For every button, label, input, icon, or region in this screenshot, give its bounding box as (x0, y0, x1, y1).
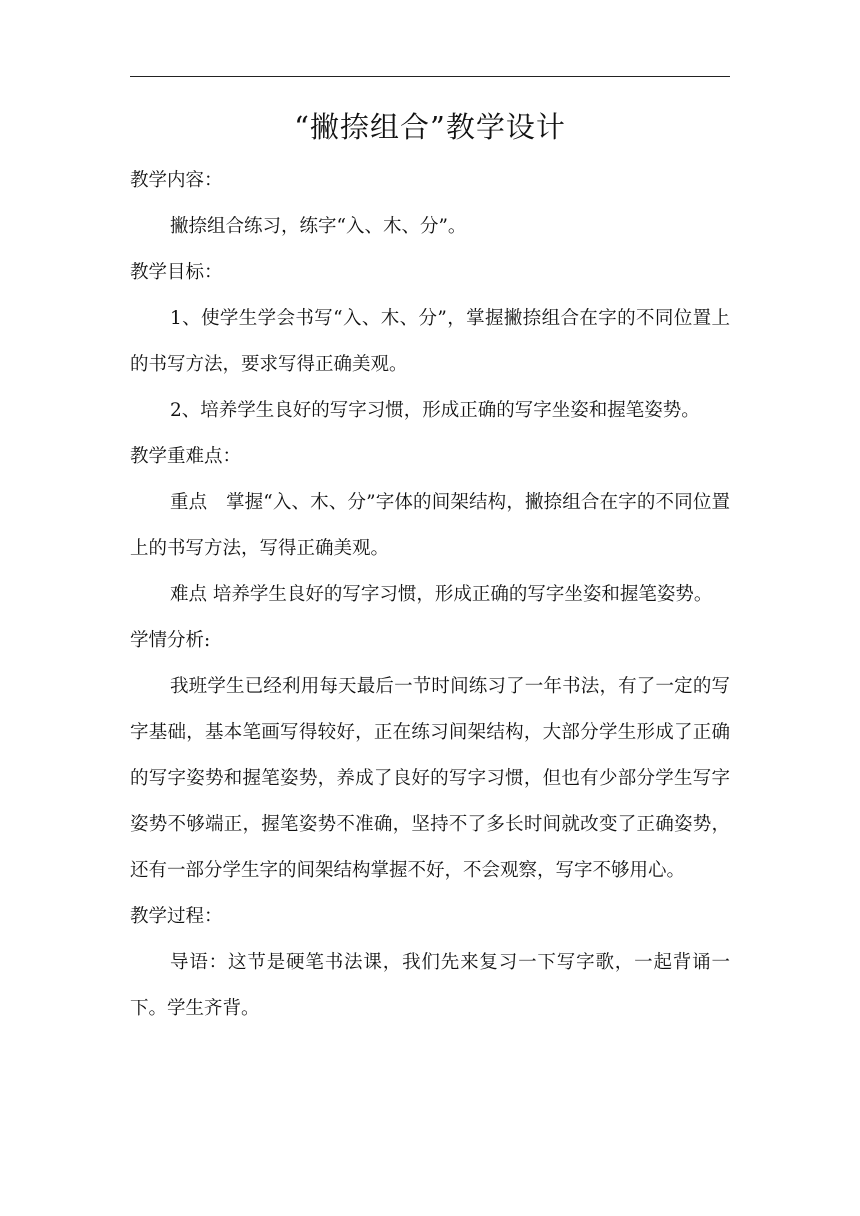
objective-paragraph-1: 1、使学生学会书写“入、木、分”，掌握撇捺组合在字的不同位置上的书写方法，要求写得正确美观。 (130, 308, 730, 375)
key-point-paragraph: 重点 掌握“入、木、分”字体的间架结构，撇捺组合在字的不同位置上的书写方法，写得正确美观。 (130, 492, 730, 559)
process-paragraph: 导语：这节是硬笔书法课，我们先来复习一下写字歌，一起背诵一下。学生齐背。 (130, 952, 730, 1019)
content-paragraph: 撇捺组合练习，练字“入、木、分”。 (170, 216, 467, 237)
document-title: “撇捺组合”教学设计 (294, 110, 566, 144)
section-heading-key-points: 教学重难点： (130, 446, 242, 467)
header-rule (130, 76, 730, 77)
analysis-paragraph: 我班学生已经利用每天最后一节时间练习了一年书法，有了一定的写字基础，基本笔画写得较好，正在练习间架结构，大部分学生形成了正确的写字姿势和握笔姿势，养成了良好的写字习惯，但也有少部分学生写字姿势不够端正，握笔姿势不准确，坚持不了多长时间就改变了正确姿势，还有一部分学生字的间架结构掌握不好，不会观察，写字不够用心。 (130, 676, 730, 881)
document-body (130, 104, 730, 1032)
objective-paragraph-2: 2、培养学生良好的写字习惯，形成正确的写字坐姿和握笔姿势。 (170, 400, 700, 421)
section-heading-content: 教学内容： (130, 170, 223, 191)
section-heading-analysis: 学情分析: (130, 630, 211, 651)
difficult-point-paragraph: 难点 培养学生良好的写字习惯，形成正确的写字坐姿和握笔姿势。 (170, 584, 713, 605)
section-heading-objectives: 教学目标： (130, 262, 223, 283)
section-heading-process: 教学过程： (130, 906, 223, 927)
